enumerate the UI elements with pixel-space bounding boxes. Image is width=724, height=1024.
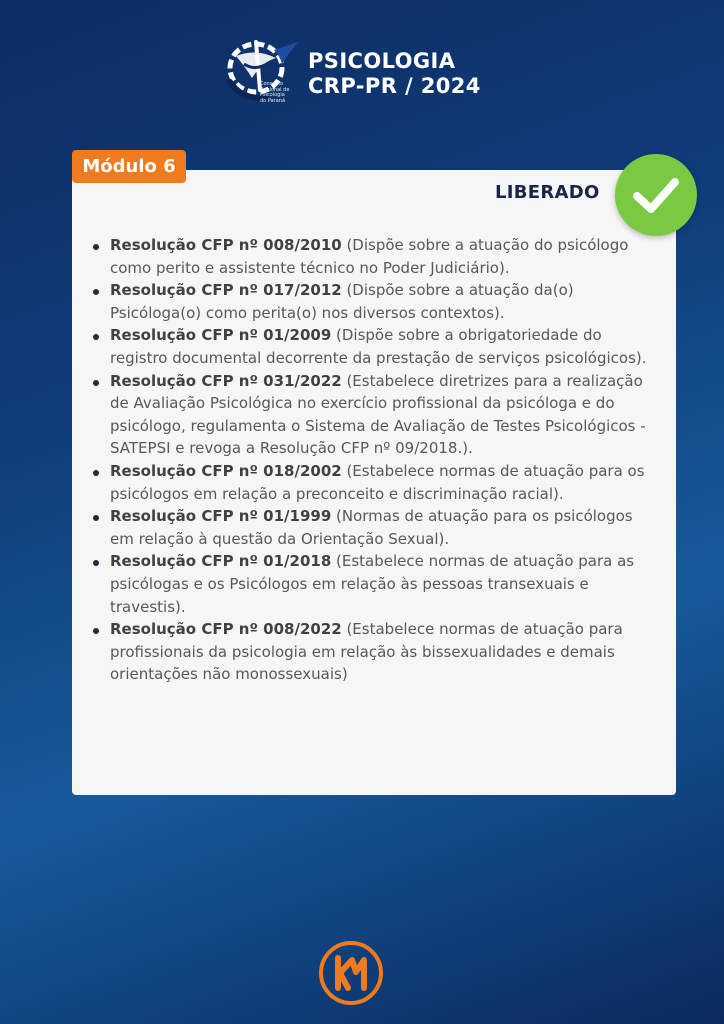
list-item	[92, 460, 652, 505]
header-title-line2: CRP-PR / 2024	[308, 74, 481, 98]
list-item	[92, 279, 652, 324]
resolution-desc: (Estabelece normas de atuação para as psicólogas e os Psicólogos em relação às pessoas transexuais e travestis).	[110, 552, 635, 616]
resolution-desc: (Estabelece normas de atuação para profissionais da psicologia em relação às bissexualidades e demais orientações não monossexuais)	[110, 620, 623, 684]
resolution-desc: (Estabelece normas de atuação para os psicólogos em relação a preconceito e discriminação racial).	[110, 461, 645, 503]
resolution-desc: (Dispõe sobre a atuação do psicólogo como perito e assistente técnico no Poder Judiciário).	[110, 236, 629, 277]
resolution-desc: (Dispõe sobre a atuação da(o) Psicóloga(o) como perita(o) nos diversos contextos).	[110, 281, 574, 322]
status-label: LIBERADO	[495, 182, 600, 203]
list-item	[92, 370, 652, 460]
crp-logo-text: Conselho Regional de Psicologia do Paraná	[260, 81, 290, 104]
list-item	[92, 618, 652, 686]
list-item	[92, 550, 652, 618]
resolution-desc: (Estabelece diretrizes para a realização de Avaliação Psicológica no exercício profissional da psicóloga e do psicólogo, regulamenta o Sistema de Avaliação de Testes Psicológicos -SATEPSI e revoga a Resolução CFP nº 09/2018.).	[110, 371, 646, 458]
resolution-desc: (Dispõe sobre a obrigatoriedade do registro documental decorrente da prestação de serviços psicológicos).	[110, 326, 647, 367]
crp-pr-logo	[226, 38, 302, 110]
km-monogram-logo	[318, 940, 384, 1006]
resolution-ref: Resolução CFP nº 017/2012	[110, 281, 342, 300]
module-tag: Módulo 6	[72, 150, 186, 183]
list-item	[92, 324, 652, 369]
resolution-ref: Resolução CFP nº 01/2018	[110, 552, 332, 571]
list-item	[92, 234, 652, 279]
header-title	[308, 49, 481, 99]
resolution-ref: Resolução CFP nº 008/2022	[110, 620, 342, 639]
km-logo-icon	[318, 940, 384, 1006]
resolution-ref: Resolução CFP nº 01/1999	[110, 507, 332, 526]
list-item	[92, 505, 652, 550]
resolution-list	[92, 234, 652, 686]
resolution-desc: (Normas de atuação para os psicólogos em relação à questão da Orientação Sexual).	[110, 507, 633, 548]
resolution-ref: Resolução CFP nº 008/2010	[110, 236, 342, 254]
header	[226, 38, 481, 110]
check-circle-icon	[615, 154, 697, 236]
checkmark-icon	[615, 154, 697, 236]
header-title-line1: PSICOLOGIA	[308, 49, 456, 73]
resolution-ref: Resolução CFP nº 031/2022	[110, 371, 342, 390]
resolution-ref: Resolução CFP nº 018/2002	[110, 461, 342, 480]
resolution-ref: Resolução CFP nº 01/2009	[110, 326, 332, 345]
